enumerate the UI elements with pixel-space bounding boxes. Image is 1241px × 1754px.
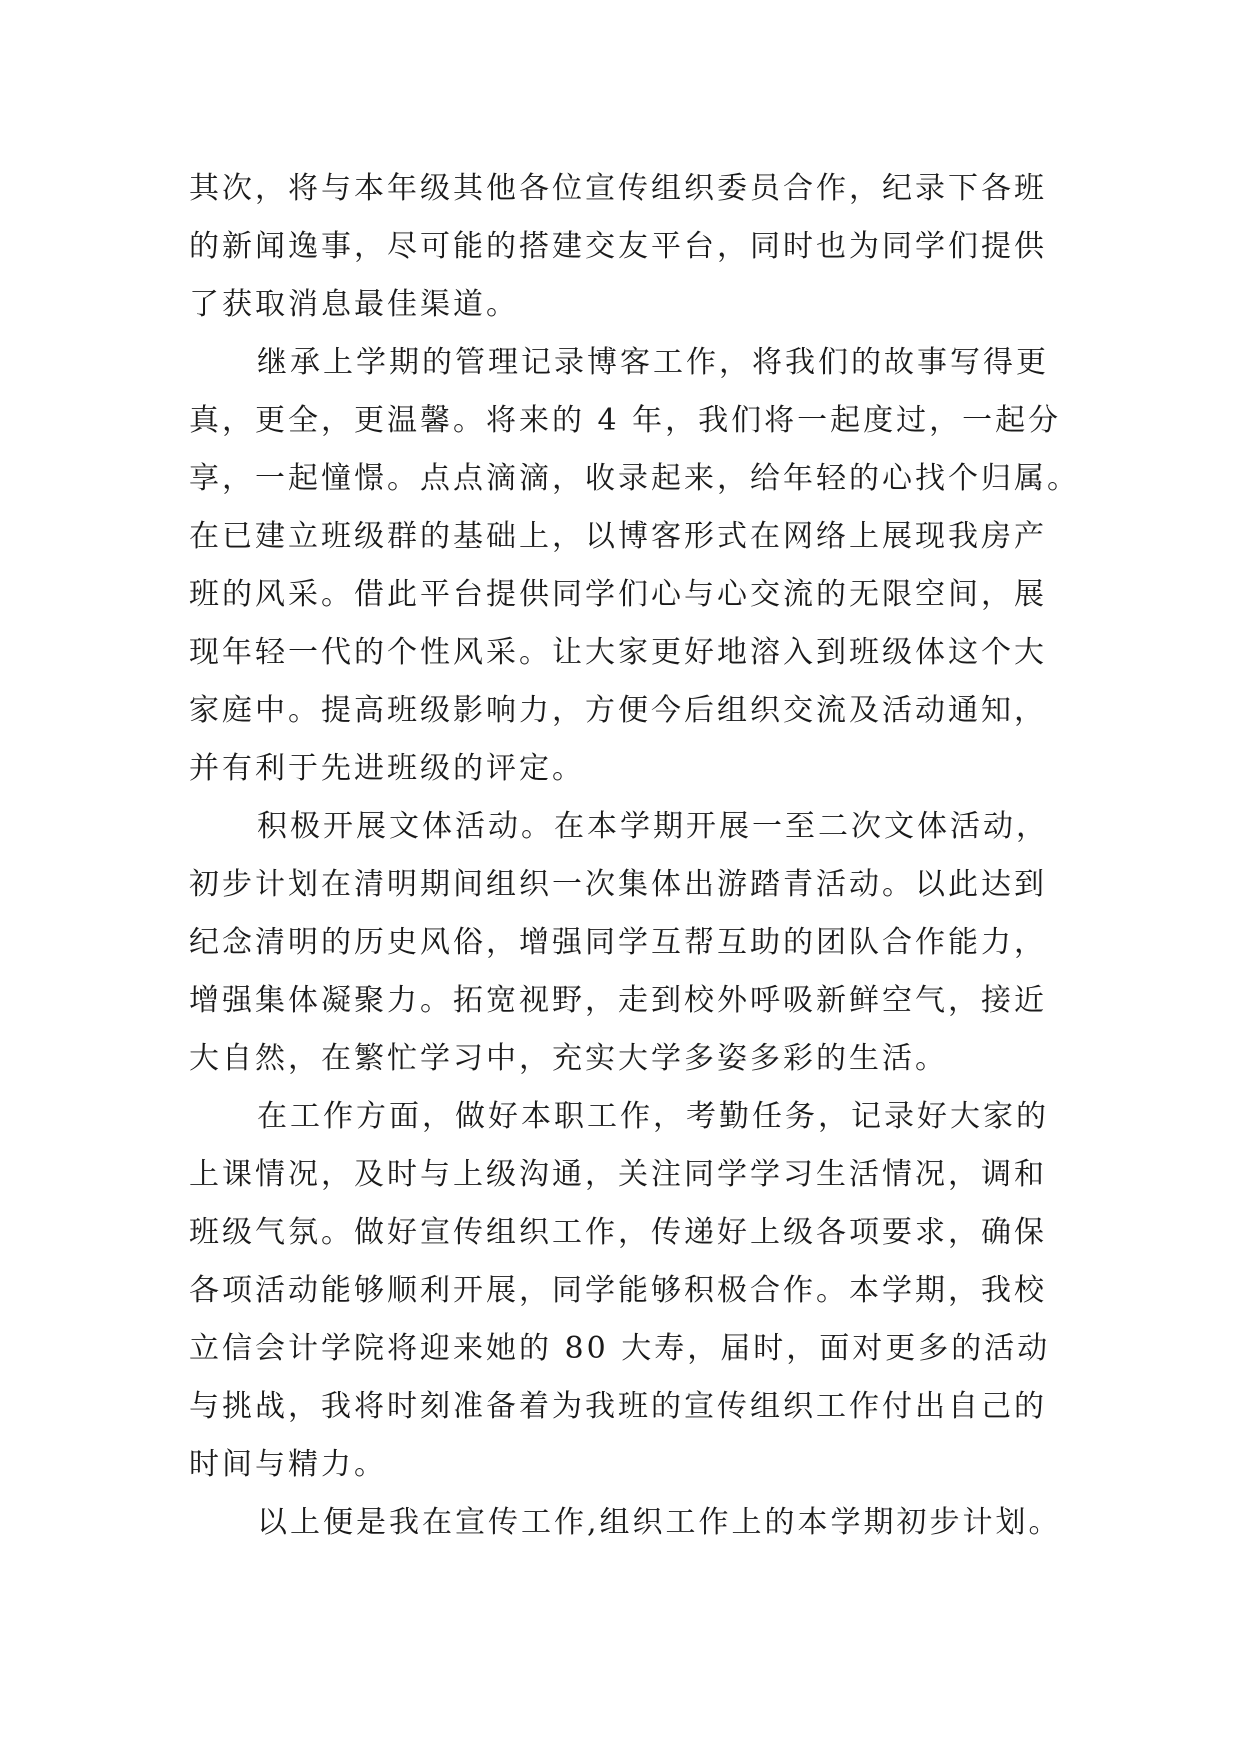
text-line: 并有利于先进班级的评定。 <box>189 751 585 786</box>
text-line: 其次，将与本年级其他各位宣传组织委员合作，纪录下各班 <box>189 171 1047 206</box>
text-line: 享，一起憧憬。点点滴滴，收录起来，给年轻的心找个归属。 <box>189 461 1080 496</box>
text-line: 在已建立班级群的基础上，以博客形式在网络上展现我房产 <box>189 519 1047 554</box>
text-line: 真，更全，更温馨。将来的 4 年，我们将一起度过，一起分 <box>189 403 1062 438</box>
text-line: 初步计划在清明期间组织一次集体出游踏青活动。以此达到 <box>189 867 1047 902</box>
text-line: 积极开展文体活动。在本学期开展一至二次文体活动， <box>257 809 1049 844</box>
text-line: 立信会计学院将迎来她的 80 大寿，届时，面对更多的活动 <box>189 1331 1051 1366</box>
text-line: 了获取消息最佳渠道。 <box>189 287 519 322</box>
text-line: 继承上学期的管理记录博客工作，将我们的故事写得更 <box>257 345 1049 380</box>
text-line: 的新闻逸事，尽可能的搭建交友平台，同时也为同学们提供 <box>189 229 1047 264</box>
text-line: 班的风采。借此平台提供同学们心与心交流的无限空间，展 <box>189 577 1047 612</box>
text-line: 班级气氛。做好宣传组织工作，传递好上级各项要求，确保 <box>189 1215 1047 1250</box>
text-line: 以上便是我在宣传工作,组织工作上的本学期初步计划。 <box>257 1505 1062 1540</box>
text-line: 时间与精力。 <box>189 1447 387 1482</box>
text-line: 在工作方面，做好本职工作，考勤任务，记录好大家的 <box>257 1099 1049 1134</box>
text-line: 各项活动能够顺利开展，同学能够积极合作。本学期，我校 <box>189 1273 1047 1308</box>
text-line: 大自然，在繁忙学习中，充实大学多姿多彩的生活。 <box>189 1041 948 1076</box>
text-line: 增强集体凝聚力。拓宽视野，走到校外呼吸新鲜空气，接近 <box>189 983 1047 1018</box>
text-line: 现年轻一代的个性风采。让大家更好地溶入到班级体这个大 <box>189 635 1047 670</box>
text-line: 家庭中。提高班级影响力，方便今后组织交流及活动通知， <box>189 693 1047 728</box>
body-text <box>189 160 1080 1552</box>
text-line: 上课情况，及时与上级沟通，关注同学学习生活情况，调和 <box>189 1157 1047 1192</box>
text-line: 与挑战，我将时刻准备着为我班的宣传组织工作付出自己的 <box>189 1389 1047 1424</box>
text-line: 纪念清明的历史风俗，增强同学互帮互助的团队合作能力， <box>189 925 1047 960</box>
